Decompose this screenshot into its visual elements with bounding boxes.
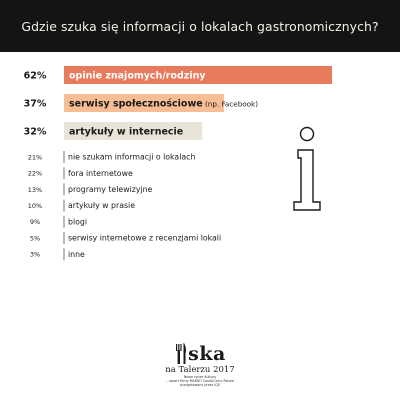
category-label: artykuły w internecie xyxy=(69,126,184,138)
category-label: opinie znajomych/rodziny xyxy=(69,70,206,82)
value-label: 62% xyxy=(23,70,47,82)
category-label: nie szukam informacji o lokalach xyxy=(68,152,196,162)
category-label: fora internetowe xyxy=(68,168,133,178)
fork-knife-icon xyxy=(174,342,188,364)
logo-fine-line-1: Nowe rynek Kultury xyxy=(183,375,217,379)
category-label: blogi xyxy=(68,217,88,227)
value-label: 22% xyxy=(27,169,43,178)
value-label: 5% xyxy=(29,234,41,243)
value-label: 13% xyxy=(27,185,43,194)
category-label: artykuły w prasie xyxy=(68,201,135,211)
logo-wordmark xyxy=(150,342,250,364)
category-label: serwisy internetowe z recenzjami lokali xyxy=(68,233,222,243)
category-label: programy telewizyjne xyxy=(68,185,153,194)
logo-word: ska xyxy=(188,343,226,365)
value-label: 10% xyxy=(27,202,43,210)
category-label: inne xyxy=(68,249,85,259)
value-label: 37% xyxy=(23,98,47,110)
info-icon xyxy=(286,126,328,212)
value-label: 32% xyxy=(23,126,47,138)
page-title: Gdzie szuka się informacji o lokalach gastronomicznych? xyxy=(21,18,379,34)
logo-subtitle: na Talerzu 2017 xyxy=(165,365,235,375)
value-label: 9% xyxy=(29,218,41,227)
value-label: 21% xyxy=(27,153,43,162)
category-label: serwisy społecznościowe (np. Facebook) xyxy=(69,98,259,110)
logo-fine-line-2: – raport firmy MAKRO Cash&Carry Polska xyxy=(166,379,234,384)
logo-fine-line-3: przygotowany przez IQS xyxy=(179,383,220,388)
logo xyxy=(150,342,250,398)
category-note: (np. Facebook) xyxy=(202,99,259,109)
value-label: 3% xyxy=(29,250,41,259)
